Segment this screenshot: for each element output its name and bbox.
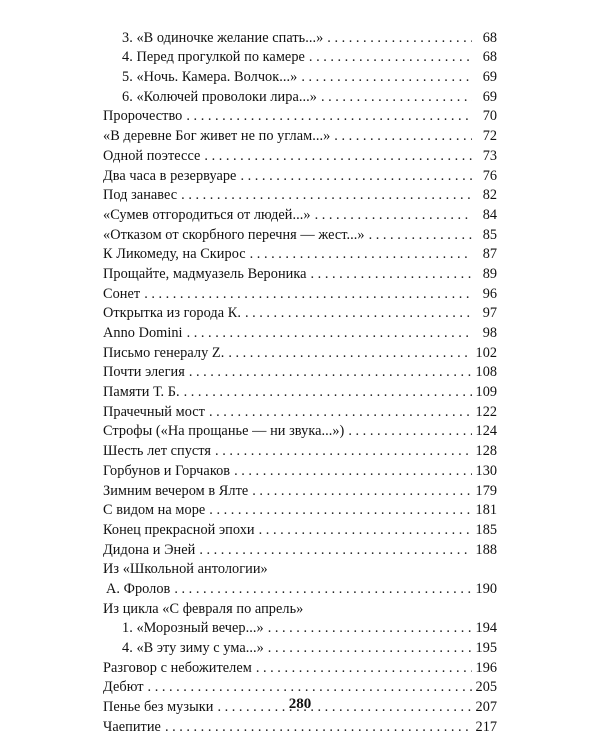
toc-entry xyxy=(103,677,497,697)
toc-entry-page: 205 xyxy=(472,679,497,696)
toc-section-title: Из цикла «С февраля по апрель» xyxy=(103,601,307,618)
dot-leader xyxy=(250,246,472,263)
toc-entry xyxy=(103,440,497,460)
toc-entry-page: 102 xyxy=(472,345,497,362)
toc-entry xyxy=(103,637,497,657)
dot-leader xyxy=(199,542,472,559)
toc-entry-title: Прощайте, мадмуазель Вероника xyxy=(103,266,311,283)
toc-entry-page: 72 xyxy=(472,128,497,145)
dot-leader xyxy=(245,305,472,322)
dot-leader xyxy=(256,660,472,677)
toc-entry xyxy=(103,204,497,224)
dot-leader xyxy=(144,286,472,303)
toc-entry-title: Почти элегия xyxy=(103,364,189,381)
toc-entry-title: 4. Перед прогулкой по камере xyxy=(122,49,309,66)
toc-entry xyxy=(103,185,497,205)
dot-leader xyxy=(165,719,472,736)
toc-entry-page: 188 xyxy=(472,542,497,559)
toc-entry xyxy=(103,480,497,500)
toc-entry-title: Письмо генералу Z. xyxy=(103,345,228,362)
toc-entry xyxy=(103,421,497,441)
toc-entry xyxy=(103,145,497,165)
toc-entry-title: «Отказом от скорбного перечня — жест...» xyxy=(103,227,369,244)
toc-entry-page: 70 xyxy=(472,108,497,125)
toc-entry-page: 190 xyxy=(472,581,497,598)
toc-entry-page: 194 xyxy=(472,620,497,637)
toc-entry-page: 195 xyxy=(472,640,497,657)
toc-entry-title: Строфы («На прощанье — ни звука...») xyxy=(103,423,348,440)
dot-leader xyxy=(209,404,472,421)
toc-entry xyxy=(103,27,497,47)
toc-entry-page: 181 xyxy=(472,502,497,519)
toc-entry-title: Одной поэтессе xyxy=(103,148,204,165)
dot-leader xyxy=(259,522,472,539)
dot-leader xyxy=(268,620,472,637)
dot-leader xyxy=(186,108,472,125)
toc-entry xyxy=(103,224,497,244)
toc-entry-title: 1. «Морозный вечер...» xyxy=(122,620,268,637)
toc-entry-page: 68 xyxy=(472,30,497,47)
toc-entry-page: 108 xyxy=(472,364,497,381)
toc-entry-page: 179 xyxy=(472,483,497,500)
toc-entry xyxy=(103,460,497,480)
dot-leader xyxy=(209,502,472,519)
toc-section-heading xyxy=(103,559,497,579)
dot-leader xyxy=(187,325,472,342)
toc-entry-page: 82 xyxy=(472,187,497,204)
toc-entry xyxy=(103,322,497,342)
toc-entry xyxy=(103,657,497,677)
table-of-contents xyxy=(103,27,497,736)
toc-entry-title: «Сумев отгородиться от людей...» xyxy=(103,207,315,224)
toc-entry-title: Под занавес xyxy=(103,187,181,204)
toc-entry-page: 128 xyxy=(472,443,497,460)
dot-leader xyxy=(148,679,472,696)
dot-leader xyxy=(189,364,472,381)
dot-leader xyxy=(268,640,472,657)
toc-entry xyxy=(103,86,497,106)
toc-entry-title: Дидона и Эней xyxy=(103,542,199,559)
dot-leader xyxy=(240,168,472,185)
toc-entry-title: Пенье без музыки xyxy=(103,699,217,716)
toc-entry xyxy=(103,342,497,362)
toc-entry-page: 130 xyxy=(472,463,497,480)
dot-leader xyxy=(174,581,472,598)
toc-entry-title: Конец прекрасной эпохи xyxy=(103,522,259,539)
toc-entry-page: 109 xyxy=(472,384,497,401)
toc-entry-title: К Ликомеду, на Скирос xyxy=(103,246,250,263)
toc-entry-page: 89 xyxy=(472,266,497,283)
toc-entry-page: 124 xyxy=(472,423,497,440)
toc-entry-title: Памяти Т. Б. xyxy=(103,384,184,401)
toc-entry-page: 98 xyxy=(472,325,497,342)
dot-leader xyxy=(184,384,472,401)
dot-leader xyxy=(215,443,472,460)
toc-entry-page: 84 xyxy=(472,207,497,224)
toc-entry-page: 76 xyxy=(472,168,497,185)
toc-entry-title: С видом на море xyxy=(103,502,209,519)
dot-leader xyxy=(181,187,472,204)
dot-leader xyxy=(327,30,472,47)
toc-entry-title: Шесть лет спустя xyxy=(103,443,215,460)
dot-leader xyxy=(369,227,472,244)
toc-entry-page: 85 xyxy=(472,227,497,244)
toc-entry xyxy=(103,244,497,264)
toc-entry-page: 217 xyxy=(472,719,497,736)
dot-leader xyxy=(252,483,472,500)
toc-entry xyxy=(103,66,497,86)
toc-entry xyxy=(103,716,497,736)
toc-entry-title: Два часа в резервуаре xyxy=(103,168,240,185)
toc-entry xyxy=(103,165,497,185)
toc-entry xyxy=(103,401,497,421)
toc-entry xyxy=(103,381,497,401)
toc-entry-page: 68 xyxy=(472,49,497,66)
toc-entry-title: Открытка из города К. xyxy=(103,305,245,322)
toc-entry xyxy=(103,303,497,323)
toc-entry xyxy=(103,578,497,598)
toc-entry xyxy=(103,519,497,539)
toc-entry xyxy=(103,539,497,559)
dot-leader xyxy=(228,345,472,362)
toc-entry-page: 196 xyxy=(472,660,497,677)
toc-entry-title: 5. «Ночь. Камера. Волчок...» xyxy=(122,69,301,86)
dot-leader xyxy=(204,148,472,165)
toc-entry-title: Чаепитие xyxy=(103,719,165,736)
toc-entry-page: 87 xyxy=(472,246,497,263)
toc-entry xyxy=(103,263,497,283)
toc-section-title: Из «Школьной антологии» xyxy=(103,561,272,578)
toc-entry-title: Сонет xyxy=(103,286,144,303)
toc-entry xyxy=(103,283,497,303)
toc-entry-title: Дебют xyxy=(103,679,148,696)
toc-entry-page: 122 xyxy=(472,404,497,421)
dot-leader xyxy=(334,128,472,145)
toc-entry xyxy=(103,362,497,382)
toc-entry-page: 185 xyxy=(472,522,497,539)
toc-entry xyxy=(103,618,497,638)
toc-entry-title: Пророчество xyxy=(103,108,186,125)
toc-section-heading xyxy=(103,598,497,618)
toc-entry-title: А. Фролов xyxy=(106,581,174,598)
page-number: 280 xyxy=(288,696,312,712)
toc-entry-page: 69 xyxy=(472,89,497,106)
toc-entry-title: Прачечный мост xyxy=(103,404,209,421)
toc-entry xyxy=(103,47,497,67)
toc-entry-title: Разговор с небожителем xyxy=(103,660,256,677)
toc-entry-title: 6. «Колючей проволоки лира...» xyxy=(122,89,321,106)
dot-leader xyxy=(309,49,472,66)
toc-entry xyxy=(103,125,497,145)
toc-entry xyxy=(103,500,497,520)
toc-entry-page: 207 xyxy=(472,699,497,716)
dot-leader xyxy=(301,69,472,86)
dot-leader xyxy=(315,207,472,224)
dot-leader xyxy=(321,89,472,106)
toc-entry-title: 4. «В эту зиму с ума...» xyxy=(122,640,268,657)
dot-leader xyxy=(234,463,472,480)
dot-leader xyxy=(311,266,472,283)
toc-entry-page: 96 xyxy=(472,286,497,303)
toc-entry-title: «В деревне Бог живет не по углам...» xyxy=(103,128,334,145)
toc-entry xyxy=(103,106,497,126)
toc-entry-title: Горбунов и Горчаков xyxy=(103,463,234,480)
toc-entry-page: 73 xyxy=(472,148,497,165)
toc-entry-title: 3. «В одиночке желание спать...» xyxy=(122,30,327,47)
toc-entry-title: Зимним вечером в Ялте xyxy=(103,483,252,500)
toc-entry-title: Anno Domini xyxy=(103,325,187,342)
dot-leader xyxy=(348,423,472,440)
toc-entry-page: 69 xyxy=(472,69,497,86)
toc-entry-page: 97 xyxy=(472,305,497,322)
